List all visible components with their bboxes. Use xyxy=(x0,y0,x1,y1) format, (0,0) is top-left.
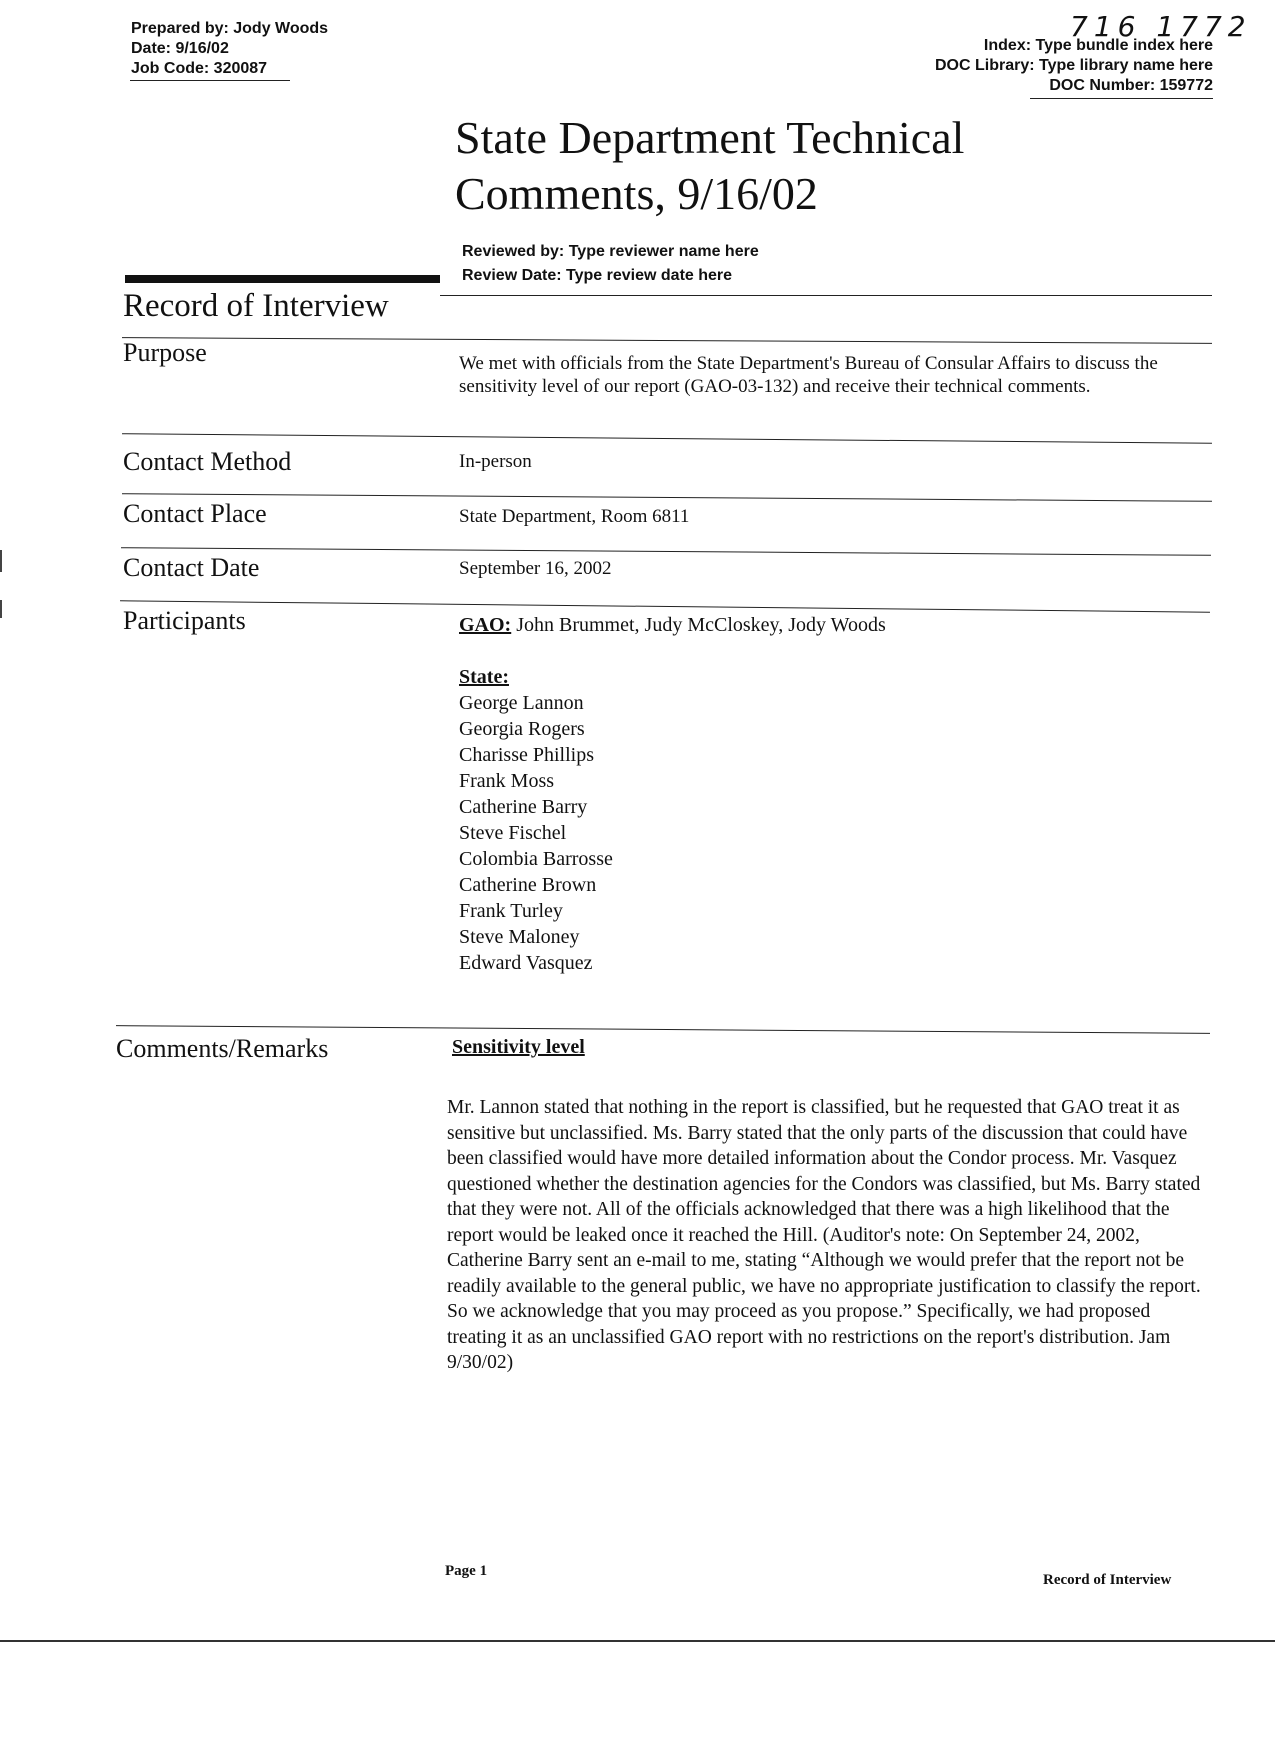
state-participants xyxy=(459,664,613,976)
list-item: Colombia Barrosse xyxy=(459,848,613,870)
list-item: Georgia Rogers xyxy=(459,718,585,740)
list-item: George Lannon xyxy=(459,692,584,714)
gao-names: John Brummet, Judy McCloskey, Jody Woods xyxy=(516,614,886,636)
list-item: Frank Moss xyxy=(459,770,555,792)
divider xyxy=(116,1025,1210,1034)
document-header-left xyxy=(131,19,328,79)
list-item: Edward Vasquez xyxy=(459,952,593,974)
header-rule xyxy=(130,80,290,81)
purpose-text: We met with officials from the State Department's Bureau of Consular Affairs to discuss the sensitivity level of our report (GAO-03-132) and receive their technical comments. xyxy=(459,353,1158,397)
list-item: Charisse Phillips xyxy=(459,744,595,766)
contact-date-label: Contact Date xyxy=(123,553,260,582)
title-line-2: Comments, 9/16/02 xyxy=(455,168,818,219)
scan-edge-mark xyxy=(0,600,2,618)
comments-subheading: Sensitivity level xyxy=(452,1036,585,1058)
title-line-1: State Department Technical xyxy=(455,112,965,163)
divider xyxy=(122,493,1212,502)
divider xyxy=(122,433,1212,444)
divider xyxy=(121,547,1211,556)
state-participant-list xyxy=(459,690,613,976)
review-info xyxy=(462,240,759,288)
gao-participants xyxy=(459,614,886,637)
header-date: Date: 9/16/02 xyxy=(131,40,229,57)
scan-page-edge xyxy=(0,1640,1275,1642)
divider xyxy=(440,295,1212,296)
reviewed-by: Reviewed by: Type reviewer name here xyxy=(462,243,759,260)
document-title xyxy=(455,110,964,222)
handwritten-document-number: 716 1772 xyxy=(1070,10,1252,43)
page-number: Page 1 xyxy=(445,1563,488,1579)
prepared-by: Prepared by: Jody Woods xyxy=(131,20,329,37)
record-of-interview-heading: Record of Interview xyxy=(123,288,389,324)
gao-label: GAO: xyxy=(459,614,512,636)
comments-text: Mr. Lannon stated that nothing in the report is classified, but he requested that GAO treat it as sensitive but unclassified. Ms. Barry stated that the only parts of the discussion that could have been classified would have more detailed information about the Condor process. Mr. Vasquez questioned whether the destination agencies for the Condors was classified, but Ms. Barry stated that they were not. All of the officials acknowledged that there was a high likelihood that the report would be leaked once it reached the Hill. (Auditor's note: On September 24, 2002, Catherine Barry sent an e-mail to me, stating “Although we would prefer that the report not be readily available to the general public, we have no appropriate justification to classify the report. So we acknowledge that you may proceed as you propose.” Specifically, we had proposed treating it as an unclassified GAO report with no restrictions on the report's distribution. Jam 9/30/02) xyxy=(447,1097,1201,1373)
contact-place-value: State Department, Room 6811 xyxy=(459,506,690,527)
scan-edge-mark xyxy=(0,550,2,572)
participants-label: Participants xyxy=(123,606,246,635)
contact-method-label: Contact Method xyxy=(123,447,292,476)
contact-place-label: Contact Place xyxy=(123,499,267,528)
list-item: Catherine Brown xyxy=(459,874,597,896)
document-header-right xyxy=(935,36,1213,96)
list-item: Frank Turley xyxy=(459,900,563,922)
comments-label: Comments/Remarks xyxy=(116,1034,329,1063)
footer-title: Record of Interview xyxy=(1043,1572,1172,1588)
state-label: State: xyxy=(459,666,509,688)
job-code: Job Code: 320087 xyxy=(131,60,268,77)
contact-date-value: September 16, 2002 xyxy=(459,558,612,579)
doc-library: DOC Library: Type library name here xyxy=(934,57,1213,74)
doc-number: DOC Number: 159772 xyxy=(1049,77,1213,94)
divider xyxy=(120,600,1210,612)
list-item: Steve Fischel xyxy=(459,822,567,844)
contact-method-value: In-person xyxy=(459,451,532,472)
header-rule xyxy=(1030,98,1213,99)
review-date: Review Date: Type review date here xyxy=(462,267,733,284)
bundle-index: Index: Type bundle index here xyxy=(983,37,1213,54)
list-item: Catherine Barry xyxy=(459,796,588,818)
purpose-label: Purpose xyxy=(123,338,207,367)
divider xyxy=(122,337,1212,344)
section-bar xyxy=(125,275,440,283)
list-item: Steve Maloney xyxy=(459,926,580,948)
